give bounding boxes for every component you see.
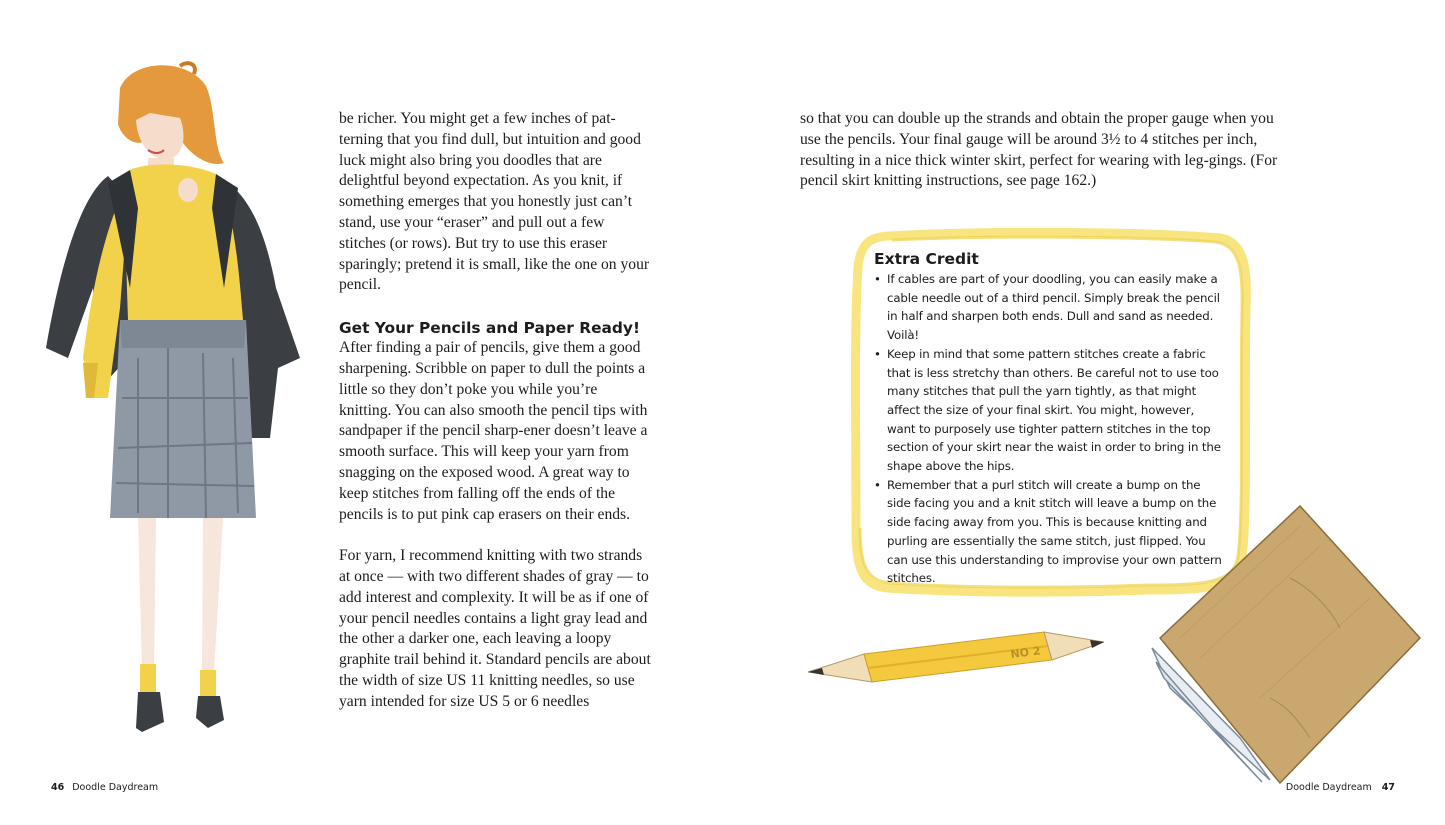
page-footer-right <box>1286 782 1395 793</box>
pencil-label: NO 2 <box>1009 644 1042 661</box>
list-item-text: If cables are part of your doodling, you can easily make a cable needle out of a third pencil. Simply break the pencil in half and sharpen both ends. Dull and sand as needed. Voilà! <box>887 272 1220 343</box>
pencil-illustration <box>806 626 1108 696</box>
page-number: 47 <box>1381 782 1395 793</box>
left-text-column <box>339 109 651 713</box>
page-footer-left <box>51 782 158 793</box>
body-paragraph: be richer. You might get a few inches of pat-terning that you find dull, but intuition and good luck might also bring you doodles that are delightful beyond expectation. As you knit, if something emerges that you honestly just can’t stand, use your “eraser” and pull out a few stitches (or rows). But try to use this eraser sparingly; pretend it is small, like the one on your pencil. <box>339 110 650 294</box>
body-paragraph: For yarn, I recommend knitting with two strands at once — with two different shades of gray — to add interest and complexity. It will be as if one of your pencil needles contains a light gray lead and the other a darker one, each leaving a loopy graphite trail behind it. Standard pencils are about the width of size US 11 knitting needles, so use yarn intended for size US 5 or 6 needles <box>339 547 651 710</box>
right-text-column <box>800 109 1292 192</box>
sandpaper-illustration <box>1140 498 1425 788</box>
bullet-icon: • <box>874 272 881 286</box>
list-item-text: Keep in mind that some pattern stitches create a fabric that is less stretchy than others. Be careful not to use too many stitches that pull the yarn tightly, as that might affect the size of your final skirt. You might, however, want to purposely use tighter pattern stitches in the top section of your skirt near the waist in order to bring in the shape above the hips. <box>887 346 1221 474</box>
woman-illustration <box>38 58 308 758</box>
bullet-icon: • <box>874 346 881 361</box>
bullet-icon: • <box>874 477 881 492</box>
list-item <box>874 270 1224 345</box>
body-paragraph: so that you can double up the strands and obtain the proper gauge when you use the pencils. Your final gauge will be around 3½ to 4 stitches per inch, resulting in a nice thick winter skirt, perfect for wearing with leg-gings. (For pencil skirt knitting instructions, see page 162.) <box>800 110 1278 190</box>
running-title: Doodle Daydream <box>72 782 159 793</box>
body-paragraph: After finding a pair of pencils, give them a good sharpening. Scribble on paper to dull the points a little so they don’t poke you while you’re knitting. You can also smooth the pencil tips with sandpaper if the pencil sharp-ener doesn’t leave a smooth surface. This will keep your yarn from snagging on the exposed wood. A great way to keep stitches from falling off the ends of the pencils is to put pink cap erasers on their ends. <box>339 339 648 523</box>
running-title: Doodle Daydream <box>1285 782 1372 793</box>
sidebar-title: Extra Credit <box>874 250 979 268</box>
list-item <box>874 345 1224 476</box>
page-number: 46 <box>51 782 65 793</box>
list-item-text: Remember that a purl stitch will create a bump on the side facing you and a knit stitch will leave a bump on the side facing away from you. This is because knitting and purling are essentially the same stitch, just flipped. You can use this understanding to improvise your own pattern stitches. <box>887 477 1222 586</box>
section-heading: Get Your Pencils and Paper Ready! <box>339 319 640 338</box>
